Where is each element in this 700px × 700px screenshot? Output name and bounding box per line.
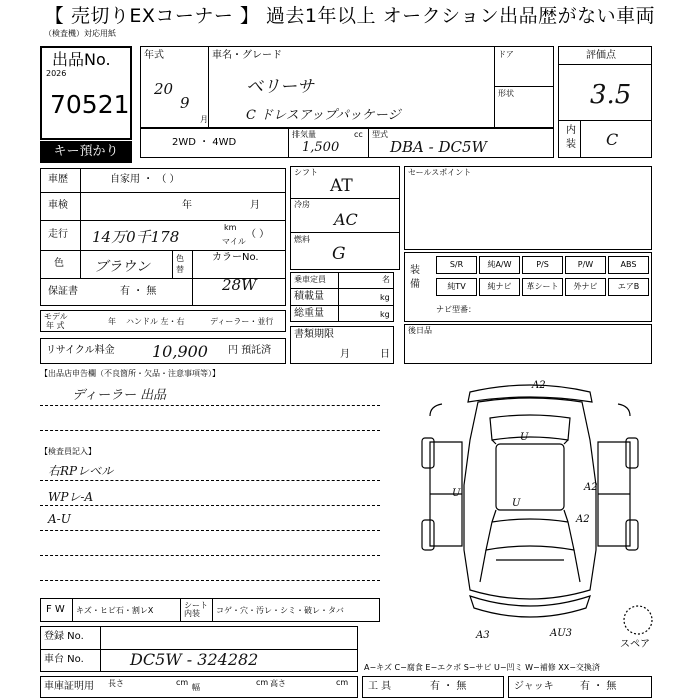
displacement-label: 排気量 xyxy=(292,130,316,139)
load-unit: kg xyxy=(380,293,390,302)
document-day-unit: 日 xyxy=(380,349,390,360)
aircon-label: 冷房 xyxy=(294,200,310,209)
gross-label: 総重量 xyxy=(294,308,324,319)
year-label: 年式 xyxy=(144,50,164,61)
shift-label: シフト xyxy=(294,168,318,177)
equipment-item: エアB xyxy=(608,278,649,296)
gross-unit: kg xyxy=(380,310,390,319)
seat-options: コゲ・穴・汚レ・シミ・破レ・タバ xyxy=(216,606,344,615)
color-no-value: 28W xyxy=(222,276,257,294)
cert-width-label: 幅 xyxy=(192,683,200,692)
cert-height-label: 高さ xyxy=(270,679,286,688)
model-year-label-1: モデル xyxy=(44,312,68,321)
year-value: 20 xyxy=(154,80,174,98)
equipment-item: P/W xyxy=(565,256,606,274)
inspector-note-2: WPレ-A xyxy=(48,490,94,504)
sheet-top-note: （検査機）対応用紙 xyxy=(44,29,116,38)
jack-label: ジャッキ xyxy=(514,681,554,692)
document-month-unit: 月 xyxy=(340,349,350,360)
rider-unit: 名 xyxy=(382,275,390,284)
grade-value: C ドレスアップパッケージ xyxy=(246,108,401,123)
warranty-label: 保証書 xyxy=(48,286,78,297)
car-name-value: ベリーサ xyxy=(246,77,314,97)
cert-height-unit: cm xyxy=(336,678,349,687)
lot-number: 70521 xyxy=(50,90,130,119)
cert-length-unit: cm xyxy=(176,678,189,687)
recycle-unit: 円 預託済 xyxy=(228,345,272,356)
equipment-item: P/S xyxy=(522,256,563,274)
equipment-item: 外ナビ xyxy=(565,278,606,296)
sheet-banner: 【 売切りEXコーナー 】 過去1年以上 オークション出品歴がない車両 xyxy=(44,5,656,27)
fw-label: F W xyxy=(46,604,65,615)
equipment-item: ABS xyxy=(608,256,649,274)
jack-options: 有 ・ 無 xyxy=(580,681,617,692)
damage-mark-front-left: A3 xyxy=(476,630,490,641)
sales-point-label: セールスポイント xyxy=(408,168,472,177)
drive-label: 2WD ・ 4WD xyxy=(172,137,237,148)
damage-mark-right-door: A2 xyxy=(576,514,590,525)
registration-label: 登録 No. xyxy=(44,631,84,642)
exhibitor-label: 【出品店申告欄（不良箇所・欠品・注意事項等）】 xyxy=(40,369,220,378)
inspector-label: 【検査員記入】 xyxy=(40,447,96,456)
door-label: ドア xyxy=(498,50,514,59)
dealer-label: ディーラー・並行 xyxy=(210,317,274,326)
damage-mark-front-right: AU3 xyxy=(550,628,573,639)
car-name-label: 車名・グレード xyxy=(212,50,282,61)
inspector-note-3: A-U xyxy=(48,512,71,526)
color-label: 色 xyxy=(54,258,64,269)
damage-mark-left-side: U xyxy=(452,488,461,499)
damage-mark-roof-upper: U xyxy=(520,432,529,443)
fw-options: キズ・ヒビ石・割レX xyxy=(76,606,154,615)
chassis-label: 車台 No. xyxy=(44,654,84,665)
car-damage-diagram xyxy=(400,370,660,645)
damage-mark-roof-lower: U xyxy=(512,498,521,509)
interior-label: 内装 xyxy=(566,125,576,150)
month-unit: 月 xyxy=(200,115,208,124)
mileage-value: 14万0千178 xyxy=(92,228,180,246)
damage-mark-right-side: A2 xyxy=(584,482,598,493)
key-badge: キー預かり xyxy=(40,141,132,163)
shaken-month-unit: 月 xyxy=(250,200,260,211)
equipment-label: 装備 xyxy=(410,265,420,290)
interior-value: C xyxy=(606,130,619,149)
shift-value: AT xyxy=(330,176,353,196)
sales-point-box xyxy=(404,166,652,250)
history-value: 自家用 ・ （ ） xyxy=(110,174,180,185)
mileage-label: 走行 xyxy=(48,229,68,240)
aircon-value: AC xyxy=(334,210,358,229)
equipment-item: 革シート xyxy=(522,278,563,296)
document-period-label: 書類期限 xyxy=(294,329,334,340)
rider-label: 乗車定員 xyxy=(294,275,326,284)
cert-length-label: 長さ xyxy=(108,679,124,688)
rear-notes-label: 後日品 xyxy=(408,326,432,335)
load-label: 積載量 xyxy=(294,291,324,302)
lot-year-code: 2026 xyxy=(46,69,67,78)
mileage-paren: （ ） xyxy=(246,229,270,240)
color-change-label: 色替 xyxy=(176,254,184,274)
shaken-year-unit: 年 xyxy=(182,200,192,211)
fuel-value: G xyxy=(332,244,346,264)
tool-options: 有 ・ 無 xyxy=(430,681,467,692)
history-label: 車歴 xyxy=(48,174,68,185)
navi-model-label: ナビ型番： xyxy=(436,305,476,314)
exhibitor-note: ディーラー 出品 xyxy=(72,388,167,403)
tool-label: 工 具 xyxy=(368,681,392,692)
recycle-value: 10,900 xyxy=(152,342,208,361)
cert-width-unit: cm xyxy=(256,678,269,687)
model-value: DBA - DC5W xyxy=(390,138,487,156)
shaken-label: 車検 xyxy=(48,200,68,211)
mileage-unit-mile: マイル xyxy=(222,237,246,246)
displacement-unit: cc xyxy=(354,130,363,139)
model-label: 型式 xyxy=(372,130,388,139)
score-value: 3.5 xyxy=(590,80,632,110)
mileage-unit-km: km xyxy=(224,223,237,232)
score-label: 評価点 xyxy=(586,50,616,61)
warranty-options: 有 ・ 無 xyxy=(120,286,157,297)
displacement-value: 1,500 xyxy=(302,140,340,155)
damage-mark-rear-bumper: A2 xyxy=(532,380,546,391)
equipment-item: 純ナビ xyxy=(479,278,520,296)
recycle-label: リサイクル料金 xyxy=(46,345,115,356)
equipment-item: S/R xyxy=(436,256,477,274)
fuel-label: 燃料 xyxy=(294,235,310,244)
chassis-value: DC5W - 324282 xyxy=(130,650,259,669)
color-value: ブラウン xyxy=(94,259,150,275)
garage-cert-label: 車庫証明用 xyxy=(44,681,94,692)
equipment-item: 純TV xyxy=(436,278,477,296)
handle-label: ハンドル 左・右 xyxy=(126,317,185,326)
month-value: 9 xyxy=(180,94,190,112)
seat-label: シート 内装 xyxy=(184,601,208,618)
rear-notes-box xyxy=(404,324,652,364)
spare-label: スペア xyxy=(620,639,650,650)
shape-label: 形状 xyxy=(498,89,514,98)
model-year-label-2: 年 式 xyxy=(46,321,65,330)
color-no-label: カラーNo. xyxy=(212,252,259,263)
model-year-unit: 年 xyxy=(108,317,116,326)
equipment-item: 純A/W xyxy=(479,256,520,274)
damage-legend: A−キズ C−腐食 E−エクボ S−サビ U−凹ミ W−補修 XX−交換済 xyxy=(364,663,600,672)
lot-label: 出品No. xyxy=(52,50,111,69)
inspector-note-1: 右RPレベル xyxy=(48,464,114,478)
